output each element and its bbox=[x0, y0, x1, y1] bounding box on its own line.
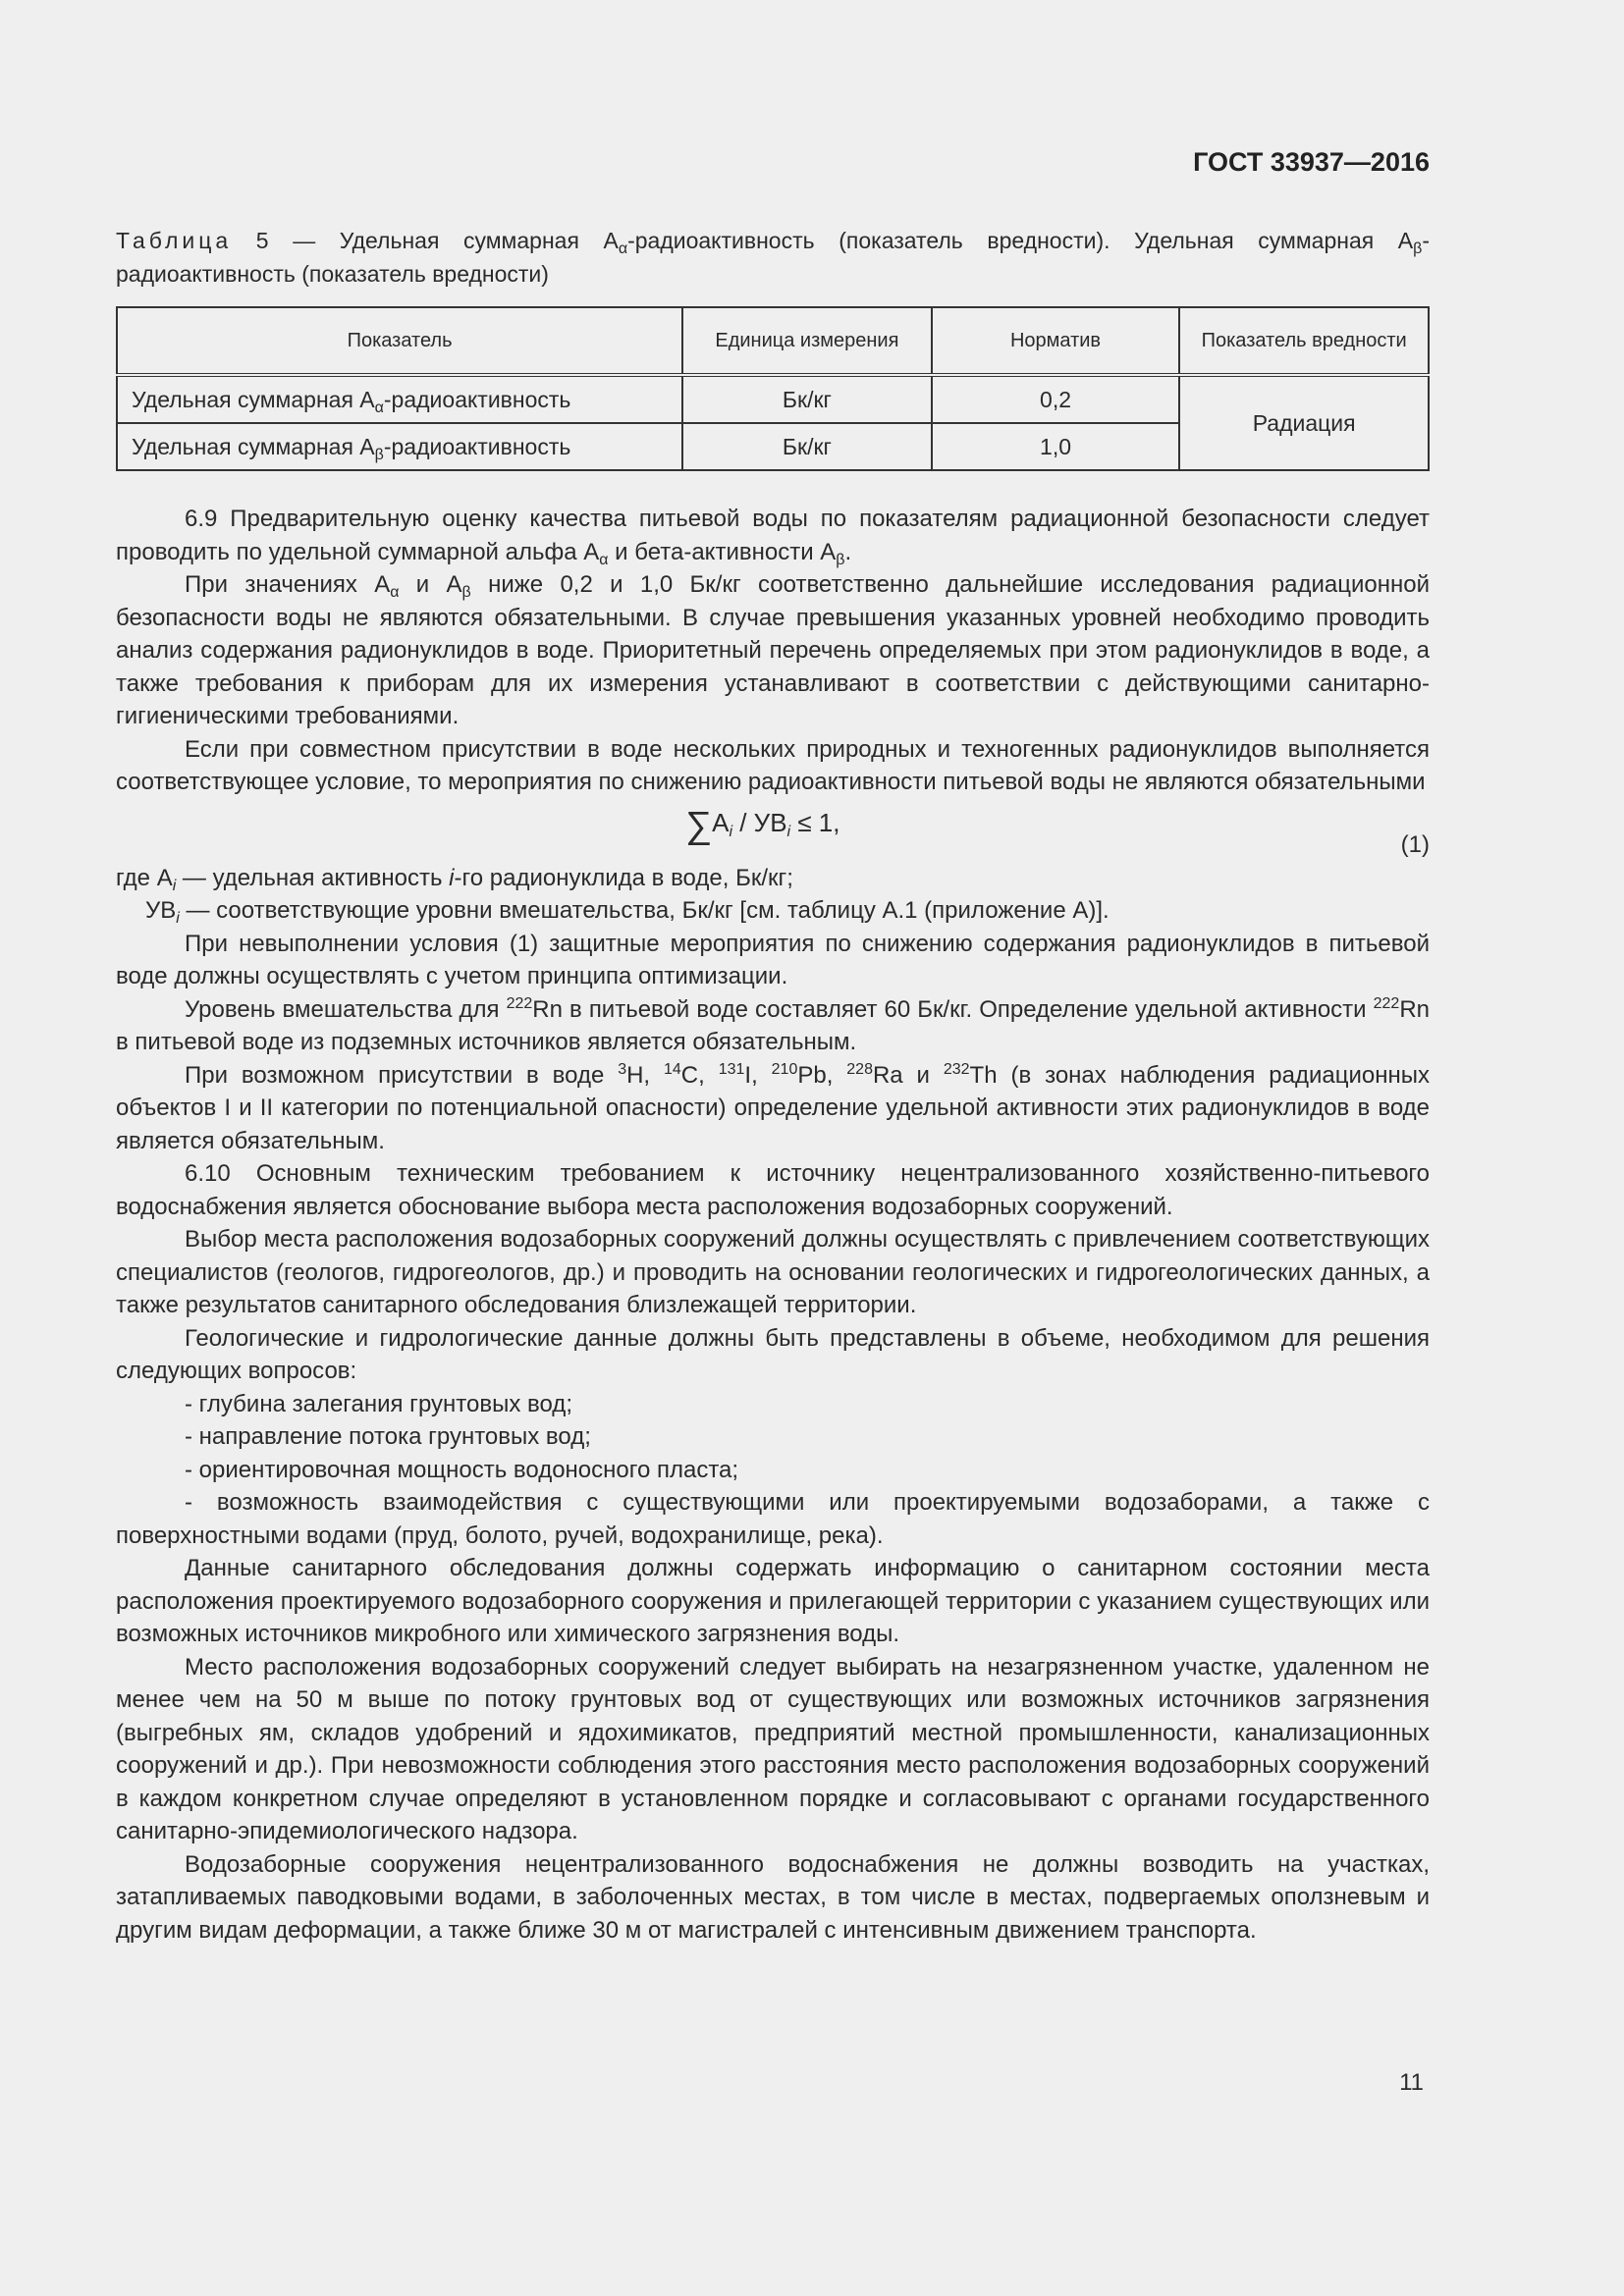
definition-line: где $А_i$ — удельная активность i-го радионуклида в воде, Бк/кг; bbox=[116, 864, 793, 894]
document-body bbox=[116, 503, 1430, 1947]
paragraph: При невыполнении условия (1) защитные мероприятия по снижению содержания радионуклидов в питьевой воде должны осуществлять с учетом принципа оптимизации. bbox=[116, 930, 1430, 989]
paragraph: Выбор места расположения водозаборных сооружений должны осуществлять с привлечением соответствующих специалистов (геологов, гидрогеологов, др.) и проводить на основании геологических и гидрогеологических данных, а также результатов санитарного обследования близлежащей территории. bbox=[116, 1226, 1430, 1318]
list-item: - возможность взаимодействия с существующими или проектируемыми водозаборами, а также с поверхностными водами (пруд, болото, ручей, водохранилище, река). bbox=[116, 1489, 1430, 1549]
definition-line: $УВ_i$ — соответствующие уровни вмешательства, Бк/кг [см. таблицу А.1 (приложение А)]. bbox=[145, 897, 1110, 927]
paragraph: Если при совместном присутствии в воде нескольких природных и техногенных радионуклидов выполняется соответствующее условие, то мероприятия по снижению радиоактивности питьевой воды не являются обязательными bbox=[116, 735, 1430, 795]
cell-hazard: Радиация bbox=[1179, 375, 1429, 470]
formula-expression: $\sum А_i / УВ_i \le 1$, bbox=[685, 804, 840, 846]
list-item: - ориентировочная мощность водоносного пласта; bbox=[185, 1456, 739, 1483]
list-item: - глубина залегания грунтовых вод; bbox=[185, 1390, 572, 1417]
list-item: - направление потока грунтовых вод; bbox=[185, 1423, 591, 1450]
paragraph: 6.9 Предварительную оценку качества питьевой воды по показателям радиационной безопасности следует проводить по удельной суммарной альфа $А_\alpha$ и бета-активности $А_\beta$. bbox=[116, 506, 1430, 568]
cell-unit: Бк/кг bbox=[682, 375, 932, 423]
sigma-symbol: ∑ bbox=[685, 804, 713, 846]
page-number: 11 bbox=[1399, 2069, 1424, 2096]
radioactivity-table bbox=[116, 306, 1430, 471]
formula-number: (1) bbox=[1400, 830, 1430, 858]
paragraph: Уровень вмешательства для $^{222}$Rn в питьевой воде составляет 60 Бк/кг. Определение удельной активности $^{222}$Rn в питьевой воде из подземных источников является обязательным. bbox=[116, 994, 1430, 1055]
cell-unit: Бк/кг bbox=[682, 423, 932, 470]
paragraph: При возможном присутствии в воде $^3$H, $^{14}$C, $^{131}$I, $^{210}$Pb, $^{228}$Ra и $^{232}$Th (в зонах наблюдения радиационных объектов I и II категории по потенциальной опасности) определение удельной активности этих радионуклидов в воде является обязательным. bbox=[116, 1060, 1431, 1154]
document-page bbox=[116, 0, 1430, 2296]
header-cell-hazard: Показатель вредности bbox=[1179, 307, 1429, 375]
cell-indicator: Удельная суммарная $А_\alpha$-радиоактивность bbox=[117, 375, 682, 423]
header-cell-norm: Норматив bbox=[932, 307, 1180, 375]
paragraph: Место расположения водозаборных сооружений следует выбирать на незагрязненном участке, удаленном не менее чем на 50 м выше по потоку грунтовых вод от существующих или возможных источников загрязнения (выгребных ям, складов удобрений и ядохимикатов, предприятий местной промышленности, канализационных сооружений и др.). При невозможности соблюдения этого расстояния место расположения водозаборных сооружений в каждом конкретном случае определяют в установленном порядке и согласовывают с органами государственного санитарно-эпидемиологического надзора. bbox=[116, 1653, 1430, 1844]
header-cell-indicator: Показатель bbox=[117, 307, 682, 375]
formula bbox=[116, 799, 1430, 862]
header-cell-unit: Единица измерения bbox=[682, 307, 932, 375]
table-header-row bbox=[117, 307, 1429, 375]
paragraph: Водозаборные сооружения нецентрализованного водоснабжения не должны возводить на участках, затапливаемых паводковыми водами, в заболоченных местах, в том числе в местах, подвергаемых оползневым и другим видам деформации, а также ближе 30 м от магистралей с интенсивным движением транспорта. bbox=[116, 1850, 1430, 1944]
paragraph: При значениях $А_\alpha$ и $А_\beta$ ниже 0,2 и 1,0 Бк/кг соответственно дальнейшие исследования радиационной безопасности воды не являются обязательными. В случае превышения указанных уровней необходимо проводить анализ содержания радионуклидов в воде. Приоритетный перечень определяемых при этом радионуклидов в воде, а также требования к приборам для их измерения устанавливают в соответствии с действующими санитарно-гигиеническими требованиями. bbox=[116, 571, 1430, 729]
paragraph: Геологические и гидрологические данные должны быть представлены в объеме, необходимом для решения следующих вопросов: bbox=[116, 1324, 1430, 1384]
cell-norm: 1,0 bbox=[932, 423, 1180, 470]
cell-norm: 0,2 bbox=[932, 375, 1180, 423]
paragraph: 6.10 Основным техническим требованием к источнику нецентрализованного хозяйственно-питьевого водоснабжения является обоснование выбора места расположения водозаборных сооружений. bbox=[116, 1160, 1430, 1220]
table-row bbox=[117, 375, 1429, 423]
table-caption: Таблица 5 — Удельная суммарная $А_\alpha$-радиоактивность (показатель вредности). Удельная суммарная $А_\beta$-радиоактивность (показатель вредности) bbox=[116, 228, 1431, 287]
cell-indicator: Удельная суммарная $А_\beta$-радиоактивность bbox=[117, 423, 682, 470]
document-header: ГОСТ 33937—2016 bbox=[1193, 147, 1430, 177]
paragraph: Данные санитарного обследования должны содержать информацию о санитарном состоянии места расположения проектируемого водозаборного сооружения и прилегающей территории с указанием существующих или возможных источников микробного или химического загрязнения воды. bbox=[116, 1555, 1430, 1647]
